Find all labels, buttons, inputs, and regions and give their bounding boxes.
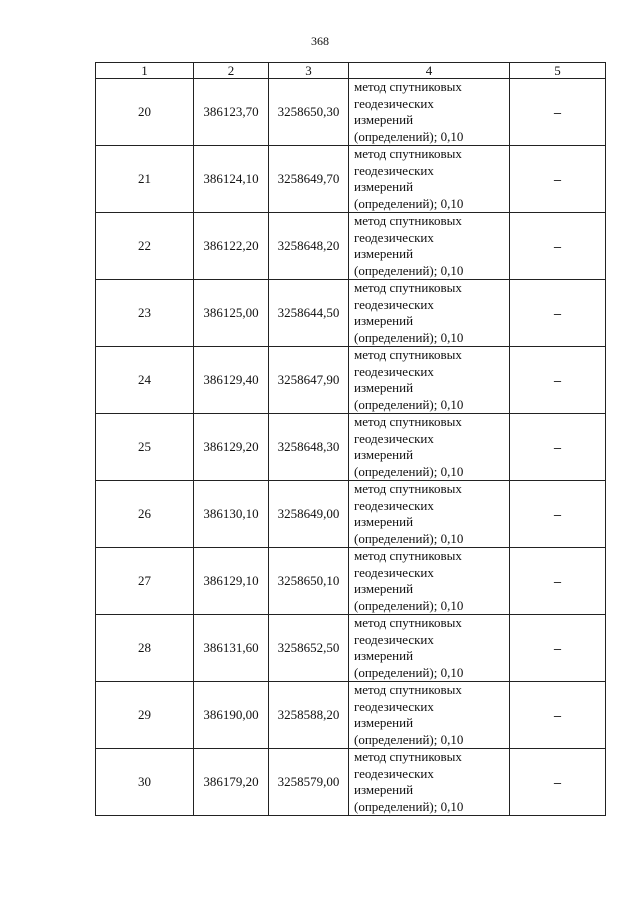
point-number: 21 [96,146,194,213]
y-coordinate: 3258644,50 [269,280,349,347]
x-coordinate: 386129,20 [194,414,269,481]
note-dash: – [510,682,606,749]
method-description [349,213,510,280]
column-header-1: 1 [96,63,194,79]
table-row [96,347,606,414]
y-coordinate: 3258650,10 [269,548,349,615]
method-line: метод спутниковых [354,682,462,697]
method-line: (определений); 0,10 [354,597,464,613]
method-line: геодезических [354,430,434,446]
column-header-3: 3 [269,63,349,79]
x-coordinate: 386190,00 [194,682,269,749]
table-row [96,749,606,816]
method-line: метод спутниковых [354,615,462,630]
method-line: метод спутниковых [354,414,462,429]
method-line: измерений [354,313,414,328]
note-dash: – [510,213,606,280]
note-dash: – [510,548,606,615]
x-coordinate: 386123,70 [194,79,269,146]
table-row [96,682,606,749]
method-line: (определений); 0,10 [354,128,464,144]
note-dash: – [510,615,606,682]
method-line: метод спутниковых [354,548,462,563]
method-line: (определений); 0,10 [354,262,464,278]
column-header-2: 2 [194,63,269,79]
x-coordinate: 386129,40 [194,347,269,414]
method-line: геодезических [354,95,434,111]
method-line: (определений); 0,10 [354,530,464,546]
y-coordinate: 3258579,00 [269,749,349,816]
x-coordinate: 386130,10 [194,481,269,548]
method-line: измерений [354,514,414,529]
table-row [96,79,606,146]
y-coordinate: 3258588,20 [269,682,349,749]
note-dash: – [510,79,606,146]
point-number: 26 [96,481,194,548]
method-line: (определений); 0,10 [354,798,464,814]
method-line: метод спутниковых [354,79,462,94]
method-line: измерений [354,179,414,194]
method-line: метод спутниковых [354,213,462,228]
method-line: геодезических [354,162,434,178]
table-row [96,280,606,347]
y-coordinate: 3258652,50 [269,615,349,682]
note-dash: – [510,347,606,414]
column-header-4: 4 [349,63,510,79]
y-coordinate: 3258650,30 [269,79,349,146]
method-line: измерений [354,782,414,797]
method-line: геодезических [354,631,434,647]
method-line: измерений [354,246,414,261]
y-coordinate: 3258648,20 [269,213,349,280]
method-description [349,79,510,146]
point-number: 20 [96,79,194,146]
point-number: 25 [96,414,194,481]
page-number: 368 [311,34,329,48]
method-line: геодезических [354,564,434,580]
method-line: измерений [354,581,414,596]
table-body [96,79,606,816]
method-line: измерений [354,380,414,395]
method-description [349,615,510,682]
note-dash: – [510,414,606,481]
x-coordinate: 386122,20 [194,213,269,280]
method-description [349,749,510,816]
method-line: измерений [354,447,414,462]
method-line: геодезических [354,698,434,714]
table-row [96,481,606,548]
method-line: метод спутниковых [354,146,462,161]
method-line: измерений [354,648,414,663]
y-coordinate: 3258647,90 [269,347,349,414]
y-coordinate: 3258649,70 [269,146,349,213]
method-line: измерений [354,715,414,730]
method-line: метод спутниковых [354,280,462,295]
method-line: (определений); 0,10 [354,195,464,211]
table-row [96,146,606,213]
x-coordinate: 386129,10 [194,548,269,615]
point-number: 27 [96,548,194,615]
point-number: 28 [96,615,194,682]
note-dash: – [510,146,606,213]
y-coordinate: 3258649,00 [269,481,349,548]
method-line: (определений); 0,10 [354,731,464,747]
note-dash: – [510,749,606,816]
method-line: геодезических [354,497,434,513]
method-line: измерений [354,112,414,127]
method-line: метод спутниковых [354,749,462,764]
method-description [349,481,510,548]
method-line: геодезических [354,229,434,245]
method-line: метод спутниковых [354,481,462,496]
x-coordinate: 386125,00 [194,280,269,347]
column-header-5: 5 [510,63,606,79]
table-row [96,548,606,615]
method-line: (определений); 0,10 [354,463,464,479]
method-line: метод спутниковых [354,347,462,362]
x-coordinate: 386131,60 [194,615,269,682]
method-description [349,414,510,481]
method-line: (определений); 0,10 [354,664,464,680]
point-number: 23 [96,280,194,347]
table-row [96,213,606,280]
x-coordinate: 386179,20 [194,749,269,816]
header-row [96,63,606,79]
point-number: 29 [96,682,194,749]
x-coordinate: 386124,10 [194,146,269,213]
point-number: 22 [96,213,194,280]
y-coordinate: 3258648,30 [269,414,349,481]
method-description [349,682,510,749]
method-line: (определений); 0,10 [354,329,464,345]
note-dash: – [510,280,606,347]
method-line: геодезических [354,296,434,312]
point-number: 24 [96,347,194,414]
method-line: (определений); 0,10 [354,396,464,412]
table-row [96,615,606,682]
method-line: геодезических [354,363,434,379]
point-number: 30 [96,749,194,816]
note-dash: – [510,481,606,548]
coordinates-table [95,62,606,816]
method-description [349,548,510,615]
method-description [349,347,510,414]
method-description [349,280,510,347]
method-description [349,146,510,213]
method-line: геодезических [354,765,434,781]
table-row [96,414,606,481]
